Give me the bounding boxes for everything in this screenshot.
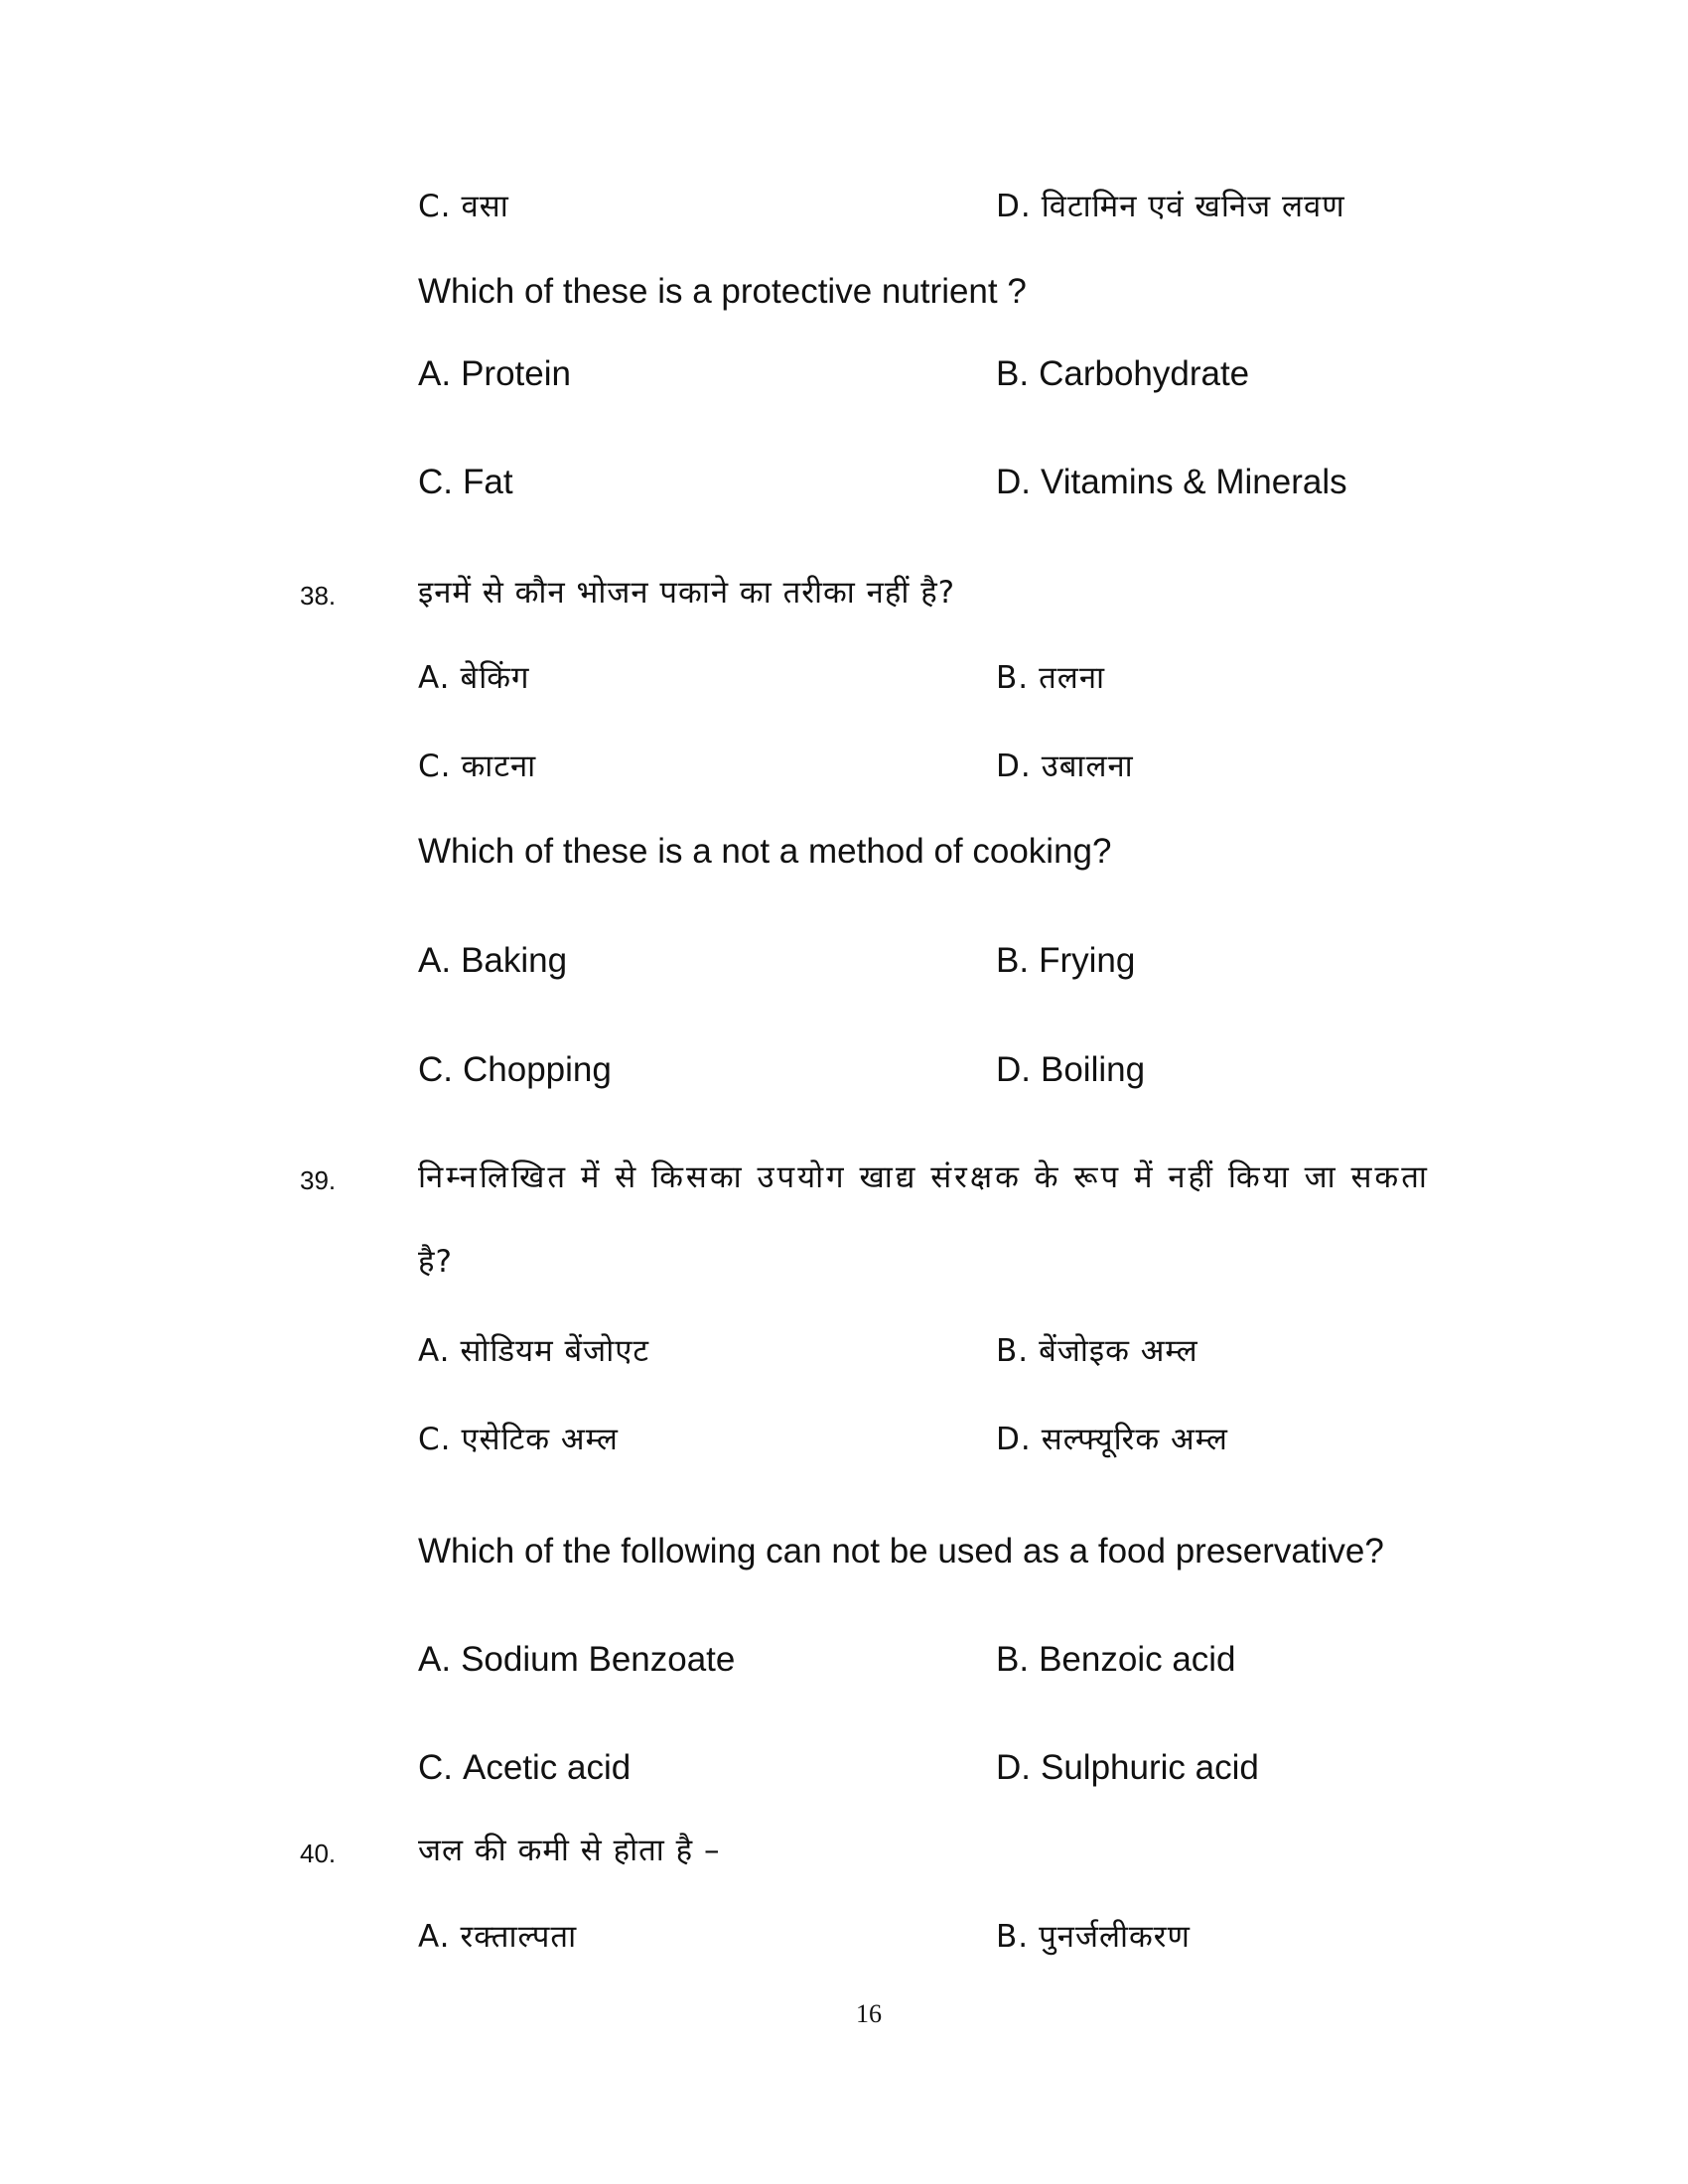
- option-b-english: B. Benzoic acid: [996, 1640, 1236, 1679]
- question-stem-hindi: इनमें से कौन भोजन पकाने का तरीका नहीं है?: [418, 575, 956, 611]
- option-a-hindi: A. रक्ताल्पता: [418, 1919, 578, 1955]
- option-a-english: A. Baking: [418, 941, 568, 980]
- option-d-hindi: D. विटामिन एवं खनिज लवण: [996, 189, 1345, 224]
- option-c-english: C. Fat: [418, 463, 513, 501]
- option-d-english: D. Sulphuric acid: [996, 1748, 1259, 1787]
- option-a-english: A. Protein: [418, 354, 571, 393]
- option-d-english: D. Boiling: [996, 1050, 1146, 1089]
- option-b-english: B. Carbohydrate: [996, 354, 1250, 393]
- option-c-english: C. Acetic acid: [418, 1748, 632, 1787]
- option-d-hindi: D. सल्फ्यूरिक अम्ल: [996, 1422, 1228, 1457]
- option-c-hindi: C. काटना: [418, 749, 537, 784]
- option-c-english: C. Chopping: [418, 1050, 612, 1089]
- option-c-hindi: C. एसेटिक अम्ल: [418, 1422, 619, 1457]
- question-stem-hindi-continued: है?: [418, 1244, 453, 1280]
- option-a-hindi: A. बेकिंग: [418, 660, 530, 696]
- option-a-english: A. Sodium Benzoate: [418, 1640, 736, 1679]
- option-c-hindi: C. वसा: [418, 189, 509, 224]
- question-number: 40.: [300, 1839, 337, 1868]
- option-b-hindi: B. पुनर्जलीकरण: [996, 1919, 1191, 1955]
- option-d-hindi: D. उबालना: [996, 749, 1134, 784]
- question-number: 39.: [300, 1165, 337, 1195]
- option-b-hindi: B. तलना: [996, 660, 1106, 696]
- question-stem-english: Which of these is a not a method of cooking?: [418, 832, 1112, 871]
- option-b-english: B. Frying: [996, 941, 1136, 980]
- option-a-hindi: A. सोडियम बेंजोएट: [418, 1333, 649, 1369]
- question-stem-english: Which of the following can not be used as a food preservative?: [418, 1532, 1384, 1570]
- question-stem-hindi: निम्नलिखित में से किसका उपयोग खाद्य संरक्षक के रूप में नहीं किया जा सकता: [418, 1160, 1430, 1195]
- question-stem-english: Which of these is a protective nutrient ?: [418, 272, 1027, 311]
- question-number: 38.: [300, 581, 337, 611]
- option-b-hindi: B. बेंजोइक अम्ल: [996, 1333, 1198, 1369]
- page-number: 16: [856, 1999, 882, 2028]
- option-d-english: D. Vitamins & Minerals: [996, 463, 1347, 501]
- question-stem-hindi: जल की कमी से होता है –: [418, 1833, 721, 1868]
